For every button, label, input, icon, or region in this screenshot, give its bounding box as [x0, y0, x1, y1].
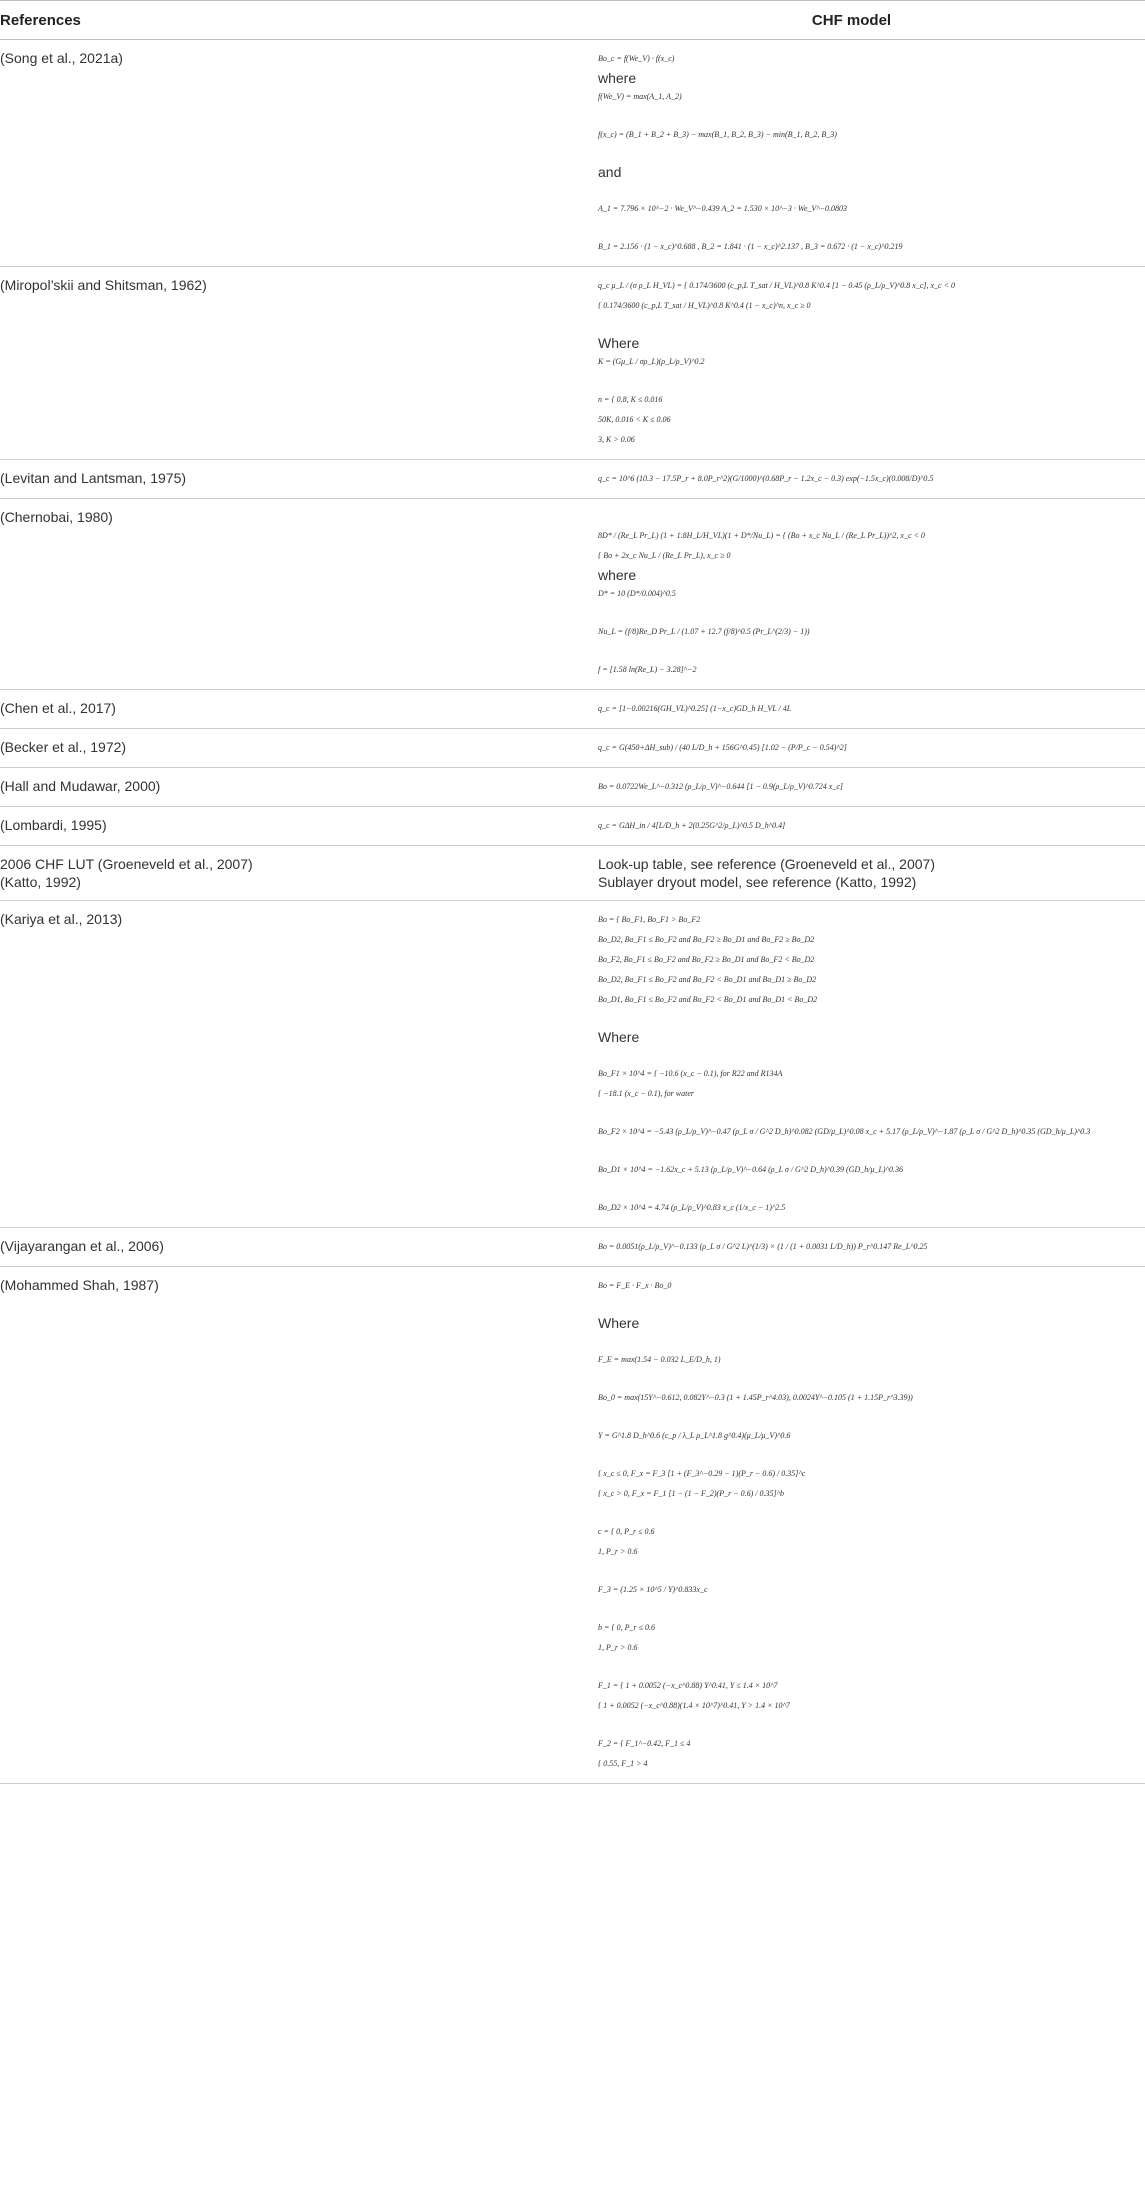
equation-line: Bo_F2 × 10^4 = −5.43 (ρ_L/ρ_V)^−0.47 (ρ_L σ / G^2 D_h)^0.082 (GD/μ_L)^0.08 x_c + 5.17 (ρ_L/ρ_V)^−1.87 (ρ_L σ / G^2 D_h)^0.35 (GD_h/μ_L)^0.3	[598, 1127, 1091, 1136]
table-row	[0, 40, 1145, 267]
reference-cell	[0, 729, 598, 768]
model-cell	[598, 690, 1145, 729]
equation-line: 1, P_r > 0.6	[598, 1643, 638, 1652]
equation-line: Bo_D2, Bo_F1 ≤ Bo_F2 and Bo_F2 ≥ Bo_D1 and Bo_F2 ≥ Bo_D2	[598, 935, 815, 944]
model-cell	[598, 729, 1145, 768]
table-row	[0, 690, 1145, 729]
model-text: Where	[598, 1315, 640, 1331]
equation-line: f = [1.58 ln(Re_L) − 3.28]^−2	[598, 665, 697, 674]
reference-text: (Chernobai, 1980)	[0, 509, 113, 525]
model-text: Where	[598, 1029, 640, 1045]
table-row	[0, 1267, 1145, 1784]
spacer	[598, 145, 1145, 163]
reference-text: (Levitan and Lantsman, 1975)	[0, 470, 187, 486]
equation-line: q_c = [1−0.00216(GH_VL)^0.25] (1−x_c)GD_h H_VL / 4L	[598, 704, 792, 713]
equation-line: Bo_D2 × 10^4 = 4.74 (ρ_L/ρ_V)^0.83 x_c (1/x_c − 1)^2.5	[598, 1203, 786, 1212]
model-text: where	[598, 70, 637, 86]
equation-line: { 0.174/3600 (c_p,L T_sat / H_VL)^0.8 K^0.4 (1 − x_c)^n, x_c ≥ 0	[598, 301, 811, 310]
spacer	[598, 181, 1145, 199]
model-cell	[598, 901, 1145, 1228]
equation-line: { x_c ≤ 0, F_x = F_3 [1 + (F_3^−0.29 − 1)(P_r − 0.6) / 0.35]^c	[598, 1469, 806, 1478]
table-row	[0, 729, 1145, 768]
spacer	[598, 508, 1145, 526]
model-cell	[598, 499, 1145, 690]
spacer	[598, 372, 1145, 390]
equation-line: { 1 + 0.0052 (−x_c^0.88)(1.4 × 10^7)^0.41, Y > 1.4 × 10^7	[598, 1701, 790, 1710]
equation-line: Bo = 0.0722We_L^−0.312 (ρ_L/ρ_V)^−0.644 [1 − 0.9(ρ_L/ρ_V)^0.724 x_c]	[598, 782, 843, 791]
model-cell	[598, 846, 1145, 901]
equation-line: f(x_c) = (B_1 + B_2 + B_3) − max(B_1, B_2, B_3) − min(B_1, B_2, B_3)	[598, 130, 837, 139]
spacer	[598, 1716, 1145, 1734]
reference-text: (Lombardi, 1995)	[0, 817, 107, 833]
model-cell	[598, 40, 1145, 267]
equation-line: Bo_D1, Bo_F1 ≤ Bo_F2 and Bo_F2 < Bo_D1 and Bo_D1 < Bo_D2	[598, 995, 818, 1004]
equation-line: A_1 = 7.796 × 10^−2 · We_V^−0.439 A_2 = 1.530 × 10^−3 · We_V^−0.0803	[598, 204, 848, 213]
table-row	[0, 846, 1145, 901]
reference-text: (Becker et al., 1972)	[0, 739, 127, 755]
equation-line: Bo_F1 × 10^4 = { −10.6 (x_c − 0.1), for R22 and R134A	[598, 1069, 783, 1078]
reference-cell	[0, 499, 598, 690]
model-text: Sublayer dryout model, see reference (Katto, 1992)	[598, 874, 917, 890]
model-text: where	[598, 567, 637, 583]
reference-text: 2006 CHF LUT (Groeneveld et al., 2007)	[0, 856, 253, 872]
reference-text: (Mohammed Shah, 1987)	[0, 1277, 159, 1293]
spacer	[598, 107, 1145, 125]
equation-line: Bo = { Bo_F1, Bo_F1 > Bo_F2	[598, 915, 701, 924]
spacer	[598, 1142, 1145, 1160]
equation-line: q_c μ_L / (σ ρ_L H_VL) = { 0.174/3600 (c_p,L T_sat / H_VL)^0.8 K^0.4 [1 − 0.45 (ρ_L/ρ_V)^0.8 x_c], x_c < 0	[598, 281, 956, 290]
equation-line: B_1 = 2.156 · (1 − x_c)^0.688 , B_2 = 1.841 · (1 − x_c)^2.137 , B_3 = 0.672 · (1 − x_c)^0.219	[598, 242, 903, 251]
equation-line: F_2 = { F_1^−0.42, F_1 ≤ 4	[598, 1739, 691, 1748]
equation-line: K = (Gμ_L / σρ_L)(ρ_L/ρ_V)^0.2	[598, 357, 705, 366]
reference-text: (Vijayarangan et al., 2006)	[0, 1238, 164, 1254]
reference-text: (Kariya et al., 2013)	[0, 911, 123, 927]
chf-model-header: CHF model	[598, 1, 1145, 40]
model-text: Where	[598, 335, 640, 351]
model-cell	[598, 460, 1145, 499]
references-header: References	[0, 1, 598, 40]
equation-line: n = { 0.8, K ≤ 0.016	[598, 395, 663, 404]
equation-line: q_c = GΔH_in / 4[L/D_h + 2(0.25G^2/ρ_L)^0.5 D_h^0.4]	[598, 821, 786, 830]
spacer	[598, 1504, 1145, 1522]
equation-line: { −18.1 (x_c − 0.1), for water	[598, 1089, 694, 1098]
equation-line: F_E = max(1.54 − 0.032 L_E/D_h, 1)	[598, 1355, 721, 1364]
equation-line: c = { 0, P_r ≤ 0.6	[598, 1527, 655, 1536]
equation-line: Bo_c = f(We_V) · f(x_c)	[598, 54, 675, 63]
table-row	[0, 901, 1145, 1228]
model-text: and	[598, 164, 622, 180]
equation-line: q_c = 10^6 (10.3 − 17.5P_r + 8.0P_r^2)(G/1000)^(0.68P_r − 1.2x_c − 0.3) exp(−1.5x_c)(0.008/D)^0.5	[598, 474, 934, 483]
spacer	[598, 1370, 1145, 1388]
reference-text: (Miropol’skii and Shitsman, 1962)	[0, 277, 207, 293]
reference-text: (Hall and Mudawar, 2000)	[0, 778, 161, 794]
model-text: Look-up table, see reference (Groeneveld et al., 2007)	[598, 856, 935, 872]
equation-line: Bo_F2, Bo_F1 ≤ Bo_F2 and Bo_F2 ≥ Bo_D1 and Bo_F2 < Bo_D2	[598, 955, 815, 964]
table-row	[0, 768, 1145, 807]
equation-line: D* = 10 (D*/0.004)^0.5	[598, 589, 676, 598]
equation-line: { 0.55, F_1 > 4	[598, 1759, 648, 1768]
equation-line: Bo_D2, Bo_F1 ≤ Bo_F2 and Bo_F2 < Bo_D1 and Bo_D1 ≥ Bo_D2	[598, 975, 817, 984]
spacer	[598, 1296, 1145, 1314]
reference-cell	[0, 1267, 598, 1784]
equation-line: F_1 = { 1 + 0.0052 (−x_c^0.88) Y^0.41, Y ≤ 1.4 × 10^7	[598, 1681, 778, 1690]
equation-line: 50K, 0.016 < K ≤ 0.06	[598, 415, 671, 424]
table-header-row	[0, 1, 1145, 40]
reference-cell	[0, 1228, 598, 1267]
reference-cell	[0, 40, 598, 267]
equation-line: Bo_0 = max(15Y^−0.612, 0.082Y^−0.3 (1 + 1.45P_r^4.03), 0.0024Y^−0.105 (1 + 1.15P_r^3.39))	[598, 1393, 913, 1402]
reference-cell	[0, 901, 598, 1228]
spacer	[598, 642, 1145, 660]
reference-text: (Katto, 1992)	[0, 874, 81, 890]
equation-line: q_c = G(450+ΔH_sub) / (40 L/D_h + 156G^0.45) [1.02 − (P/P_c − 0.54)^2]	[598, 743, 847, 752]
spacer	[598, 1562, 1145, 1580]
equation-line: f(We_V) = max(A_1, A_2)	[598, 92, 682, 101]
spacer	[598, 1408, 1145, 1426]
model-cell	[598, 267, 1145, 460]
spacer	[598, 1332, 1145, 1350]
table-row	[0, 267, 1145, 460]
table-row	[0, 460, 1145, 499]
model-cell	[598, 768, 1145, 807]
reference-cell	[0, 807, 598, 846]
equation-line: F_3 = (1.25 × 10^5 / Y)^0.833x_c	[598, 1585, 708, 1594]
table-body	[0, 40, 1145, 1784]
equation-line: Y = G^1.8 D_h^0.6 (c_p / λ_L ρ_L^1.8 g^0.4)(μ_L/μ_V)^0.6	[598, 1431, 791, 1440]
model-cell	[598, 1228, 1145, 1267]
table-row	[0, 499, 1145, 690]
model-cell	[598, 807, 1145, 846]
equation-line: 1, P_r > 0.6	[598, 1547, 638, 1556]
model-cell	[598, 1267, 1145, 1784]
spacer	[598, 316, 1145, 334]
equation-line: Nu_L = (f/8)Re_D Pr_L / (1.07 + 12.7 (f/8)^0.5 (Pr_L^(2/3) − 1))	[598, 627, 810, 636]
equation-line: 8D* / (Re_L Pr_L) (1 + 1.8H_L/H_VL)(1 + D*/Nu_L) = { (Bo + x_c Nu_L / (Re_L Pr_L))^2, x_c < 0	[598, 531, 925, 540]
reference-cell	[0, 267, 598, 460]
equation-line: 3, K > 0.06	[598, 435, 635, 444]
equation-line: { Bo + 2x_c Nu_L / (Re_L Pr_L), x_c ≥ 0	[598, 551, 731, 560]
reference-text: (Song et al., 2021a)	[0, 50, 123, 66]
reference-cell	[0, 846, 598, 901]
spacer	[598, 1046, 1145, 1064]
reference-text: (Chen et al., 2017)	[0, 700, 116, 716]
equation-line: Bo = 0.0051(ρ_L/ρ_V)^−0.133 (ρ_L σ / G^2 L)^(1/3) × (1 / (1 + 0.0031 L/D_h)) P_r^0.147 Re_L^0.25	[598, 1242, 928, 1251]
spacer	[598, 604, 1145, 622]
reference-cell	[0, 690, 598, 729]
table-row	[0, 1228, 1145, 1267]
table-row	[0, 807, 1145, 846]
equation-line: b = { 0, P_r ≤ 0.6	[598, 1623, 655, 1632]
spacer	[598, 1658, 1145, 1676]
equation-line: Bo = F_E · F_x · Bo_0	[598, 1281, 672, 1290]
spacer	[598, 1010, 1145, 1028]
equation-line: Bo_D1 × 10^4 = −1.62x_c + 5.13 (ρ_L/ρ_V)^−0.64 (ρ_L σ / G^2 D_h)^0.39 (GD_h/μ_L)^0.36	[598, 1165, 903, 1174]
spacer	[598, 1600, 1145, 1618]
spacer	[598, 1446, 1145, 1464]
spacer	[598, 1104, 1145, 1122]
reference-cell	[0, 460, 598, 499]
spacer	[598, 219, 1145, 237]
equation-line: { x_c > 0, F_x = F_1 [1 − (1 − F_2)(P_r − 0.6) / 0.35]^b	[598, 1489, 784, 1498]
reference-cell	[0, 768, 598, 807]
spacer	[598, 1180, 1145, 1198]
